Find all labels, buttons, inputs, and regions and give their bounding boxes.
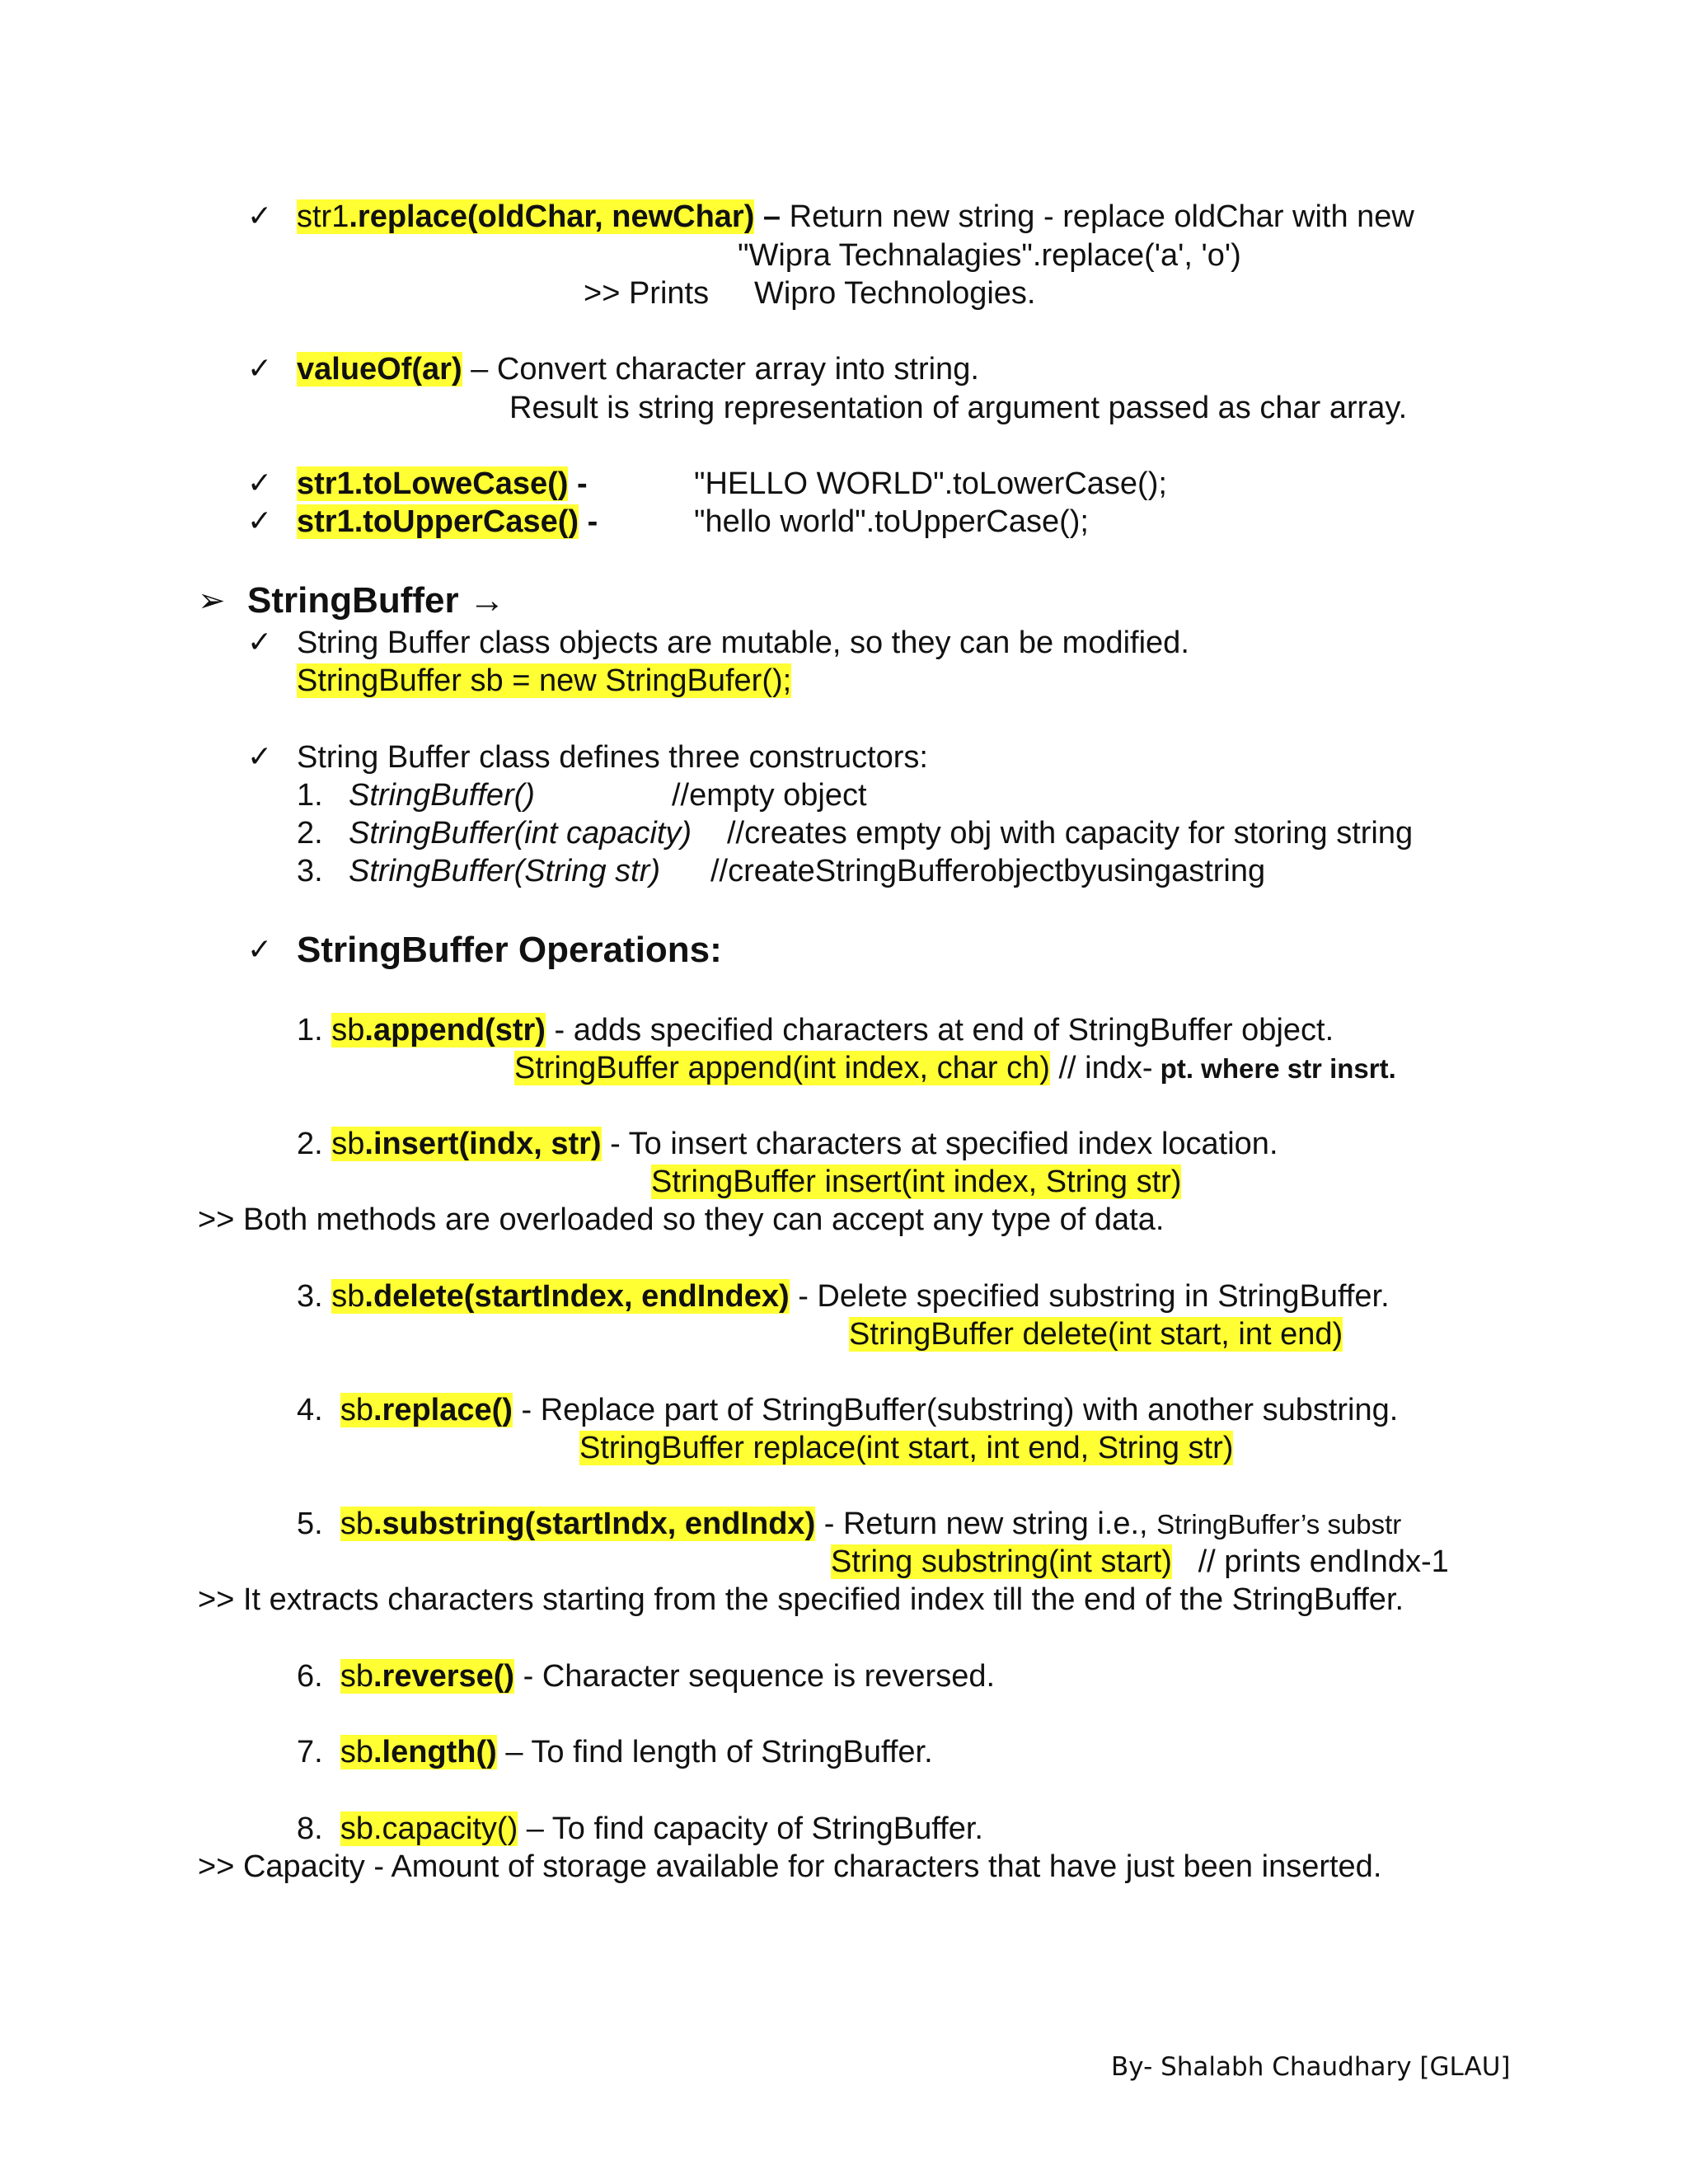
op-delete-method: .delete(startIndex, endIndex) bbox=[364, 1279, 790, 1314]
operations-heading: StringBuffer Operations: bbox=[297, 930, 722, 970]
footer-author: By- Shalabh Chaudhary [GLAU] bbox=[1111, 2052, 1511, 2082]
op-append-method: .append(str) bbox=[364, 1013, 546, 1047]
op-substring-desc-small: StringBuffer’s substr bbox=[1156, 1509, 1402, 1540]
replace-dash: – bbox=[754, 199, 781, 234]
arrow-bullet-icon: ➢ bbox=[198, 582, 226, 620]
op-replace-method: .replace() bbox=[373, 1393, 513, 1427]
toupper-item bbox=[297, 503, 598, 541]
op-num: 2. bbox=[297, 1127, 323, 1161]
op-reverse-desc: - Character sequence is reversed. bbox=[514, 1659, 996, 1694]
op-insert-sig-line bbox=[651, 1163, 1181, 1201]
op-append-comment: // indx- bbox=[1049, 1051, 1153, 1085]
op-replace-sig: StringBuffer replace(int start, int end, String str) bbox=[579, 1431, 1234, 1465]
op-insert-method: .insert(indx, str) bbox=[364, 1127, 602, 1161]
op-length-method: .length() bbox=[373, 1735, 497, 1769]
mutable-text: String Buffer class objects are mutable, so they can be modified. bbox=[297, 626, 1189, 660]
op-insert-highlight bbox=[331, 1127, 601, 1161]
constructor-num: 2. bbox=[297, 816, 323, 851]
op-append-desc: - adds specified characters at end of StringBuffer object. bbox=[545, 1013, 1334, 1047]
op-obj: sb bbox=[331, 1013, 365, 1047]
op-delete bbox=[297, 1277, 1390, 1315]
replace-method: .replace(oldChar, newChar) bbox=[349, 199, 755, 234]
constructor-num: 1. bbox=[297, 778, 323, 813]
op-capacity-method: sb.capacity() bbox=[340, 1811, 518, 1846]
valueof-desc: – Convert character array into string. bbox=[462, 352, 979, 387]
constructors-intro: String Buffer class defines three constructors: bbox=[297, 740, 928, 775]
valueof-item bbox=[297, 350, 979, 388]
op-obj: sb bbox=[331, 1279, 365, 1314]
constructor-comment: //creates empty obj with capacity for storing string bbox=[727, 816, 1414, 851]
replace-desc: Return new string - replace oldChar with new bbox=[781, 199, 1414, 234]
valueof-method: valueOf(ar) bbox=[297, 352, 462, 387]
substring-note: >> It extracts characters starting from the specified index till the end of the StringBuffer. bbox=[198, 1582, 1404, 1617]
tolower-method: str1.toLoweCase() bbox=[297, 466, 569, 501]
tolower-item bbox=[297, 465, 588, 503]
op-num: 7. bbox=[297, 1735, 323, 1769]
op-substring-sig: String substring(int start) bbox=[831, 1544, 1172, 1579]
check-icon: ✓ bbox=[247, 626, 273, 659]
constructor-num: 3. bbox=[297, 854, 323, 888]
check-icon: ✓ bbox=[247, 352, 273, 386]
check-icon: ✓ bbox=[247, 933, 273, 967]
check-icon: ✓ bbox=[247, 199, 273, 233]
op-replace-desc: - Replace part of StringBuffer(substring) with another substring. bbox=[512, 1393, 1399, 1427]
op-replace bbox=[297, 1391, 1398, 1429]
constructor-comment: //empty object bbox=[672, 778, 867, 813]
op-length-desc: – To find length of StringBuffer. bbox=[496, 1735, 933, 1769]
right-arrow-icon: → bbox=[468, 580, 505, 621]
op-delete-sig: StringBuffer delete(int start, int end) bbox=[849, 1317, 1343, 1352]
replace-prints-value: Wipro Technologies. bbox=[754, 276, 1036, 311]
op-obj: sb bbox=[340, 1507, 373, 1541]
op-reverse-highlight bbox=[340, 1659, 514, 1694]
toupper-dash: - bbox=[579, 504, 598, 539]
op-obj: sb bbox=[340, 1393, 373, 1427]
op-substring-sig-line bbox=[831, 1543, 1449, 1581]
constructor-sig-text: StringBuffer() bbox=[349, 778, 535, 813]
op-length-highlight bbox=[340, 1735, 497, 1769]
op-substring-desc: - Return new string i.e., bbox=[815, 1507, 1157, 1541]
op-num: 4. bbox=[297, 1393, 323, 1427]
op-insert-sig: StringBuffer insert(int index, String str) bbox=[651, 1165, 1182, 1199]
op-obj: sb bbox=[340, 1735, 373, 1769]
op-obj: sb bbox=[340, 1659, 373, 1694]
op-substring bbox=[297, 1505, 1401, 1544]
check-icon: ✓ bbox=[247, 504, 273, 538]
op-substring-comment: // prints endIndx-1 bbox=[1171, 1544, 1449, 1579]
declaration-code: StringBuffer sb = new StringBufer(); bbox=[297, 663, 792, 698]
op-num: 3. bbox=[297, 1279, 323, 1314]
op-reverse-method: .reverse() bbox=[373, 1659, 515, 1694]
op-delete-highlight bbox=[331, 1279, 789, 1314]
op-capacity-desc: – To find capacity of StringBuffer. bbox=[518, 1811, 983, 1846]
op-obj: sb bbox=[331, 1127, 365, 1161]
replace-item bbox=[297, 198, 1414, 236]
op-num: 1. bbox=[297, 1013, 323, 1047]
op-append-sig: StringBuffer append(int index, char ch) bbox=[514, 1051, 1050, 1085]
op-insert-desc: - To insert characters at specified index location. bbox=[601, 1127, 1278, 1161]
check-icon: ✓ bbox=[247, 466, 273, 500]
constructor-sig bbox=[349, 776, 535, 814]
constructor-sig bbox=[349, 852, 660, 890]
constructor-sig-text: StringBuffer(int capacity) bbox=[349, 816, 692, 851]
toupper-method: str1.toUpperCase() bbox=[297, 504, 579, 539]
op-num: 8. bbox=[297, 1811, 323, 1846]
replace-obj: str1 bbox=[297, 199, 349, 234]
replace-example: "Wipra Technalagies".replace('a', 'o') bbox=[738, 238, 1241, 273]
op-reverse bbox=[297, 1657, 995, 1695]
op-append bbox=[297, 1011, 1334, 1049]
constructor-comment: //createStringBufferobjectbyusingastring bbox=[710, 854, 1266, 888]
tolower-example: "HELLO WORLD".toLowerCase(); bbox=[694, 466, 1167, 501]
op-num: 6. bbox=[297, 1659, 323, 1694]
op-append-sig-line bbox=[514, 1049, 1396, 1088]
replace-prints-label: >> Prints bbox=[584, 276, 710, 311]
constructor-sig bbox=[349, 814, 692, 852]
op-substring-highlight bbox=[340, 1507, 815, 1541]
op-append-highlight bbox=[331, 1013, 546, 1047]
op-length bbox=[297, 1733, 933, 1771]
overload-note: >> Both methods are overloaded so they can accept any type of data. bbox=[198, 1202, 1165, 1237]
op-insert bbox=[297, 1125, 1278, 1163]
constructor-sig-text: StringBuffer(String str) bbox=[349, 854, 660, 888]
valueof-result: Result is string representation of argument passed as char array. bbox=[509, 391, 1408, 425]
op-substring-method: .substring(startIndx, endIndx) bbox=[373, 1507, 816, 1541]
op-delete-desc: - Delete specified substring in StringBuffer. bbox=[789, 1279, 1390, 1314]
tolower-dash: - bbox=[568, 466, 588, 501]
toupper-example: "hello world".toUpperCase(); bbox=[694, 504, 1089, 539]
stringbuffer-heading-text: StringBuffer bbox=[247, 580, 459, 621]
op-replace-sig-line bbox=[579, 1429, 1233, 1467]
stringbuffer-heading bbox=[247, 580, 505, 621]
declaration bbox=[297, 662, 791, 700]
op-num: 5. bbox=[297, 1507, 323, 1541]
op-replace-highlight bbox=[340, 1393, 513, 1427]
check-icon: ✓ bbox=[247, 740, 273, 774]
replace-method-highlight bbox=[297, 199, 754, 234]
capacity-note: >> Capacity - Amount of storage available for characters that have just been inserted. bbox=[198, 1849, 1382, 1884]
op-delete-sig-line bbox=[849, 1315, 1343, 1353]
op-capacity bbox=[297, 1810, 983, 1848]
op-append-comment-bold: pt. where str insrt. bbox=[1152, 1053, 1396, 1084]
